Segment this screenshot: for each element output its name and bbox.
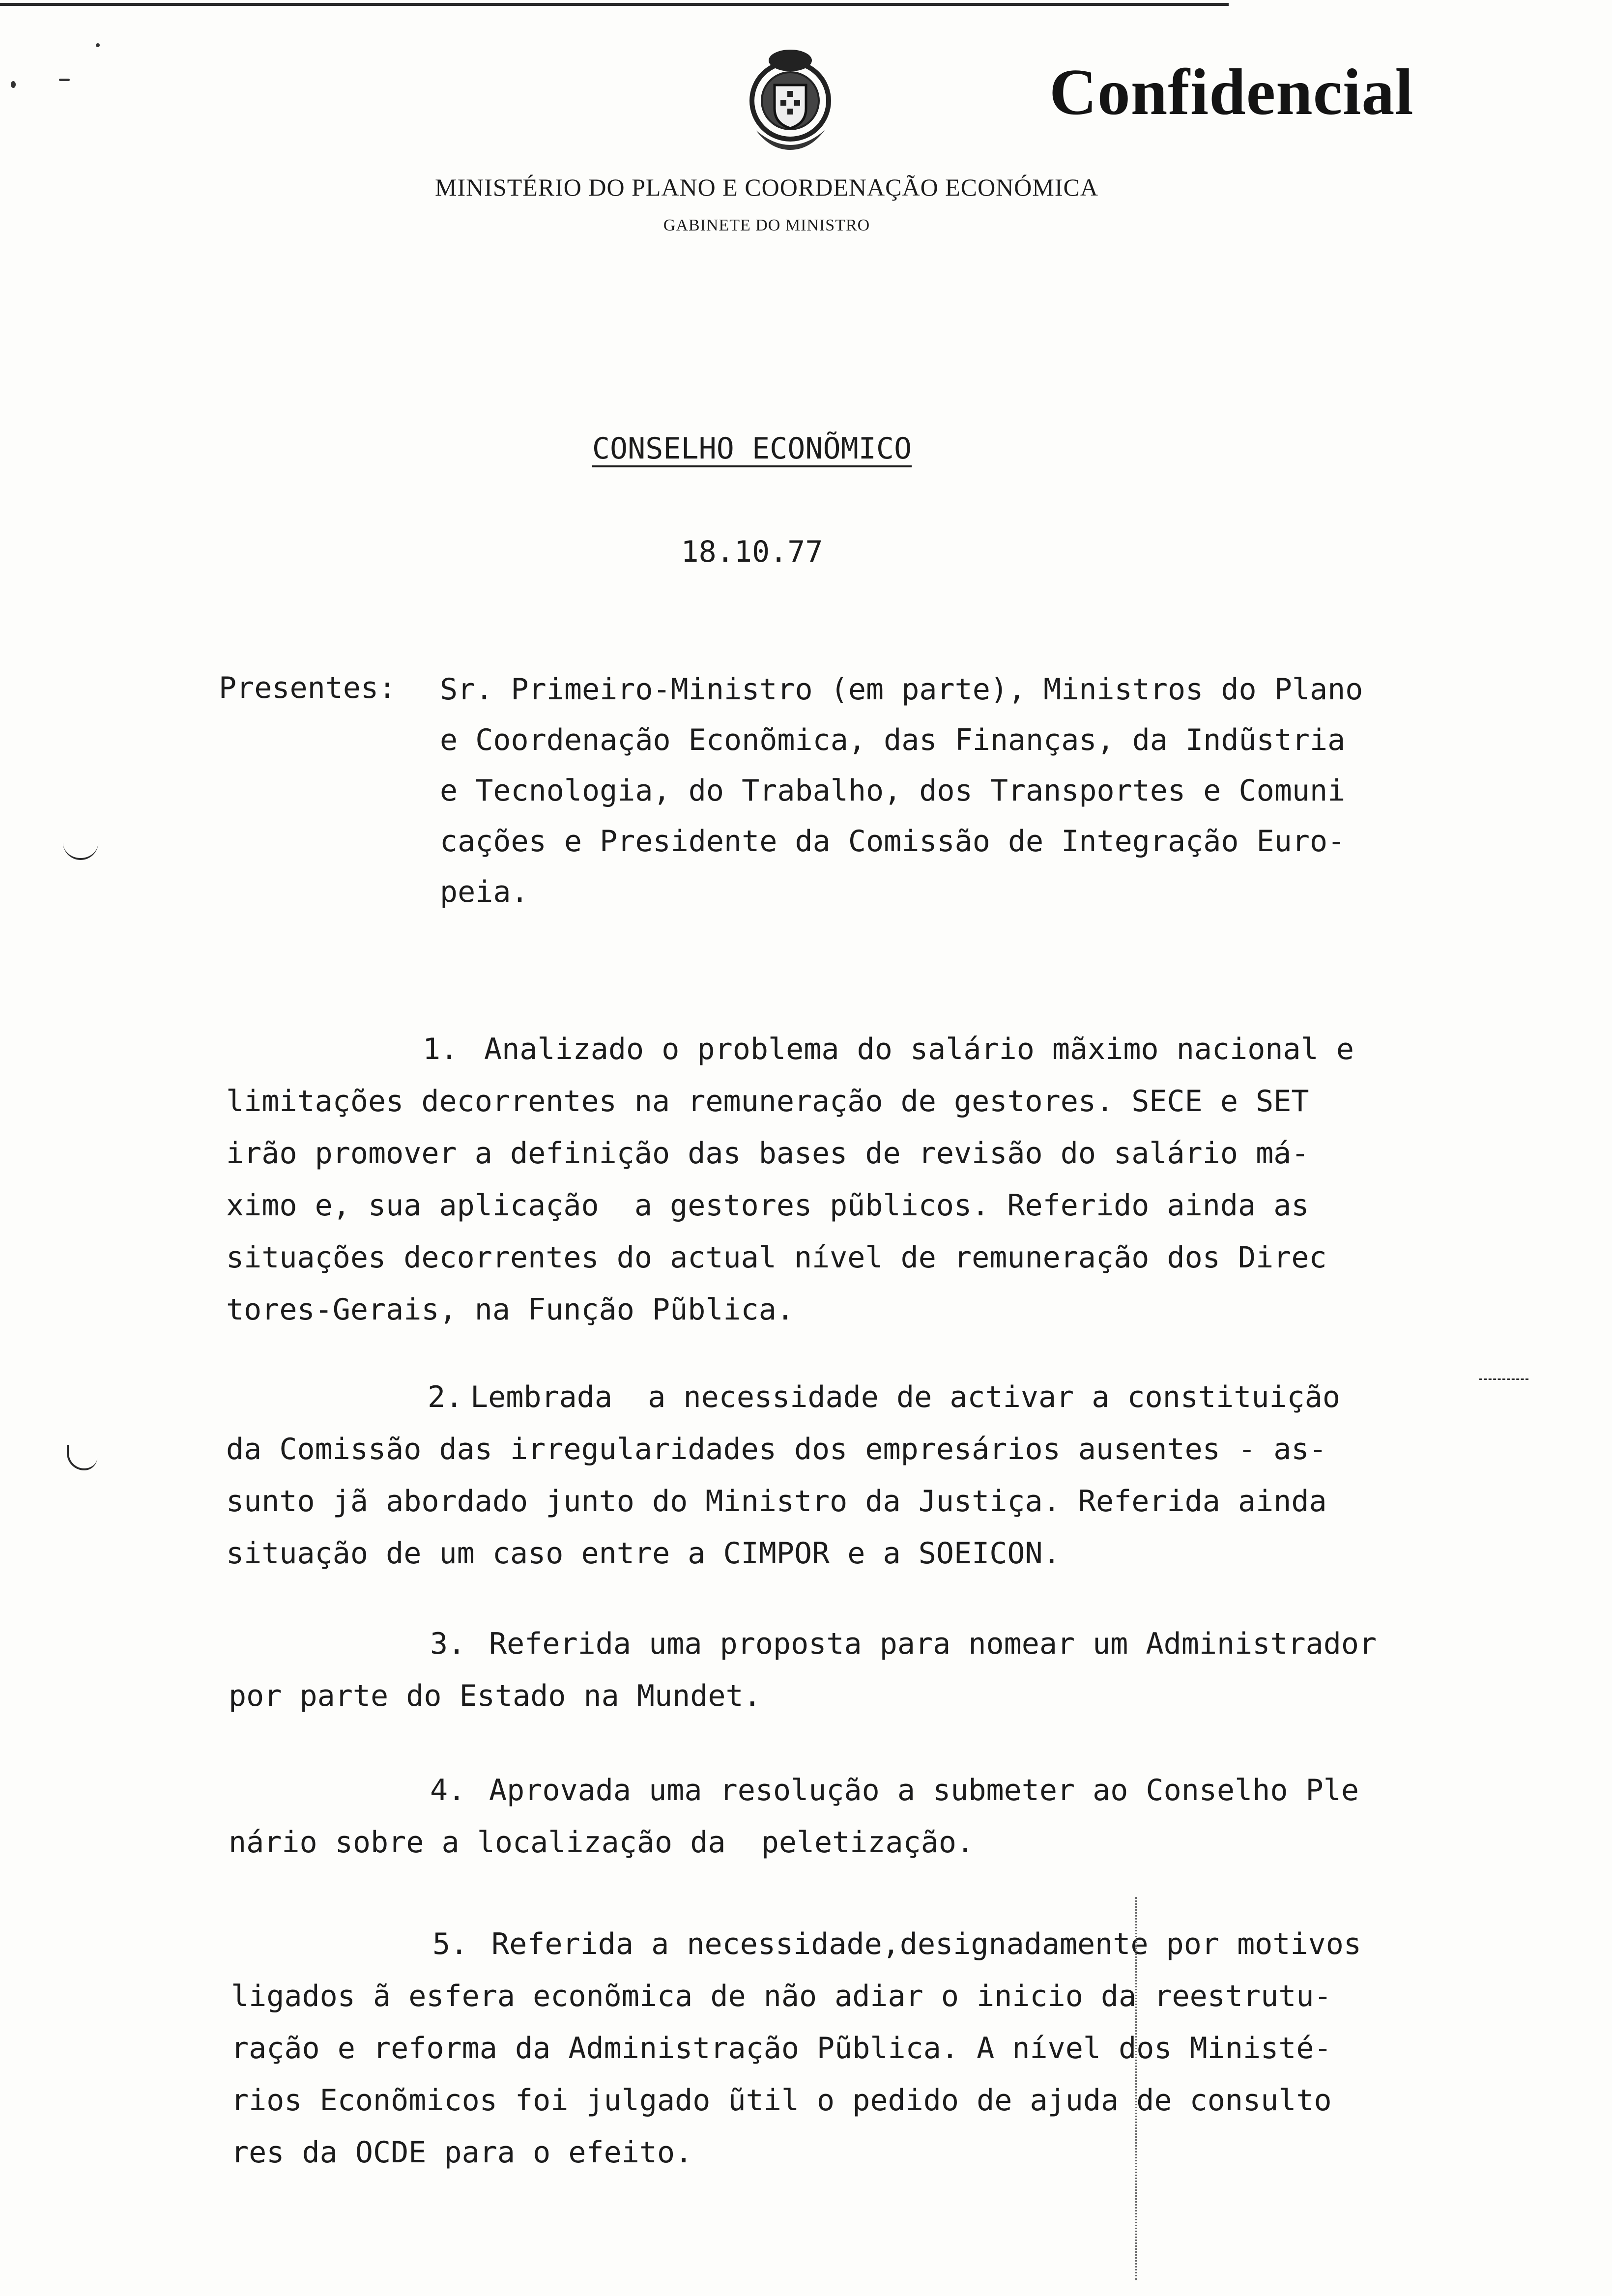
item-number: 5. [432,1927,468,1961]
scan-speck [11,81,16,88]
ministry-name: MINISTÉRIO DO PLANO E COORDENAÇÃO ECONÓMICA [435,173,1098,201]
item-text: Lembrada a necessidade de activar a constituição da Comissão das irregularidades dos empresários ausentes - as- sunto jã abordado junto do Ministro da Justiça. Referida ainda situação de um caso entre a CIMPOR e a SOEICON. [226,1380,1341,1571]
coat-of-arms-icon [741,47,839,155]
top-rule [0,3,1229,6]
scan-speck [96,43,100,47]
margin-mark [1479,1378,1528,1380]
attendees-label: Presentes: [219,671,397,705]
margin-mark [67,1445,97,1470]
confidential-stamp: Confidencial [1049,56,1414,128]
item-number: 3. [430,1627,466,1661]
document-title: CONSELHO ECONÕMICO [592,431,912,466]
margin-mark [63,840,98,860]
item-text: Analizado o problema do salário mãximo nacional e limitações decorrentes na remuneração de gestores. SECE e SET irão promover a definição das bases de revisão do salário má- ximo e, sua aplicação a gestores pũblicos. Referido ainda as situações decorrentes do actual nível de remuneração dos Direc tores-Gerais, na Função Pũblica. [226,1032,1354,1327]
document-date: 18.10.77 [681,535,823,569]
cabinet-name: GABINETE DO MINISTRO [663,216,870,234]
item-text: Aprovada uma resolução a submeter ao Conselho Ple nário sobre a localização da peletização. [229,1773,1359,1860]
item-text: Referida uma proposta para nomear um Administrador por parte do Estado na Mundet. [229,1627,1377,1713]
attendees-list: Sr. Primeiro-Ministro (em parte), Ministros do Plano e Coordenação Econõmica, das Finanças, da Indũstria e Tecnologia, do Trabalho, dos Transportes e Comuni cações e Presidente da Comissão de Integração Euro- peia. [440,672,1363,909]
item-number: 1. [423,1032,459,1066]
scan-speck [59,79,70,81]
item-number: 2. [428,1380,463,1414]
item-text: Referida a necessidade,designadamente por motivos ligados ã esfera econõmica de não adiar o inicio da reestrutu- ração e reforma da Administração Pũblica. A nível dos Ministé- rios Econõmicos foi julgado ũtil o pedido de ajuda de consulto res da OCDE para o efeito. [231,1927,1362,2170]
margin-mark [1135,1897,1137,2280]
item-number: 4. [430,1773,466,1808]
